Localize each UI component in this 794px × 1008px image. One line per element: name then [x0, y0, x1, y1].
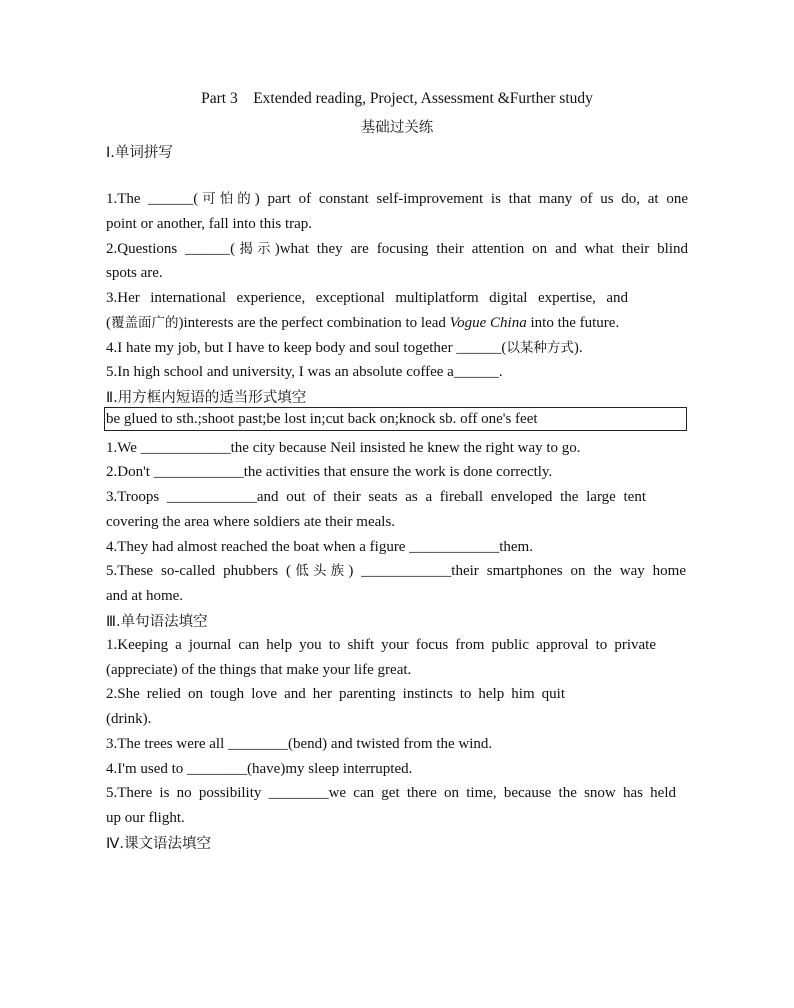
text: 4.I hate my job, but I have to keep body and soul together ______( [106, 340, 507, 356]
text: )what they are focusing their attention on and what their blind [274, 241, 689, 257]
phrase-box-text: be glued to sth.;shoot past;be lost in;cut back on;knock sb. off one's feet [106, 411, 538, 427]
text: ( [106, 315, 111, 331]
phrases-q5-line1 [106, 562, 686, 580]
grammar-q2-line1: 2.She relied on tough love and her parenting instincts to help him quit [106, 686, 565, 702]
text: )interests are the perfect combination to lead [178, 315, 450, 331]
section-heading-phrases: Ⅱ.用方框内短语的适当形式填空 [106, 390, 307, 406]
page-title: Part 3 Extended reading, Project, Assessment &Further study [201, 90, 593, 107]
phrases-q2: 2.Don't ____________the activities that ensure the work is done correctly. [106, 464, 553, 480]
spelling-q3-line1: 3.Her international experience, exceptional multiplatform digital expertise, and [106, 290, 628, 306]
spelling-q4 [106, 339, 688, 357]
spelling-q3-line2 [106, 314, 688, 332]
grammar-q4: 4.I'm used to ________(have)my sleep interrupted. [106, 761, 413, 777]
phrases-q1: 1.We ____________the city because Neil insisted he knew the right way to go. [106, 440, 581, 456]
spelling-q2-line1 [106, 240, 688, 258]
grammar-q5-line1: 5.There is no possibility ________we can get there on time, because the snow has held [106, 785, 676, 801]
hint: 以某种方式 [506, 340, 574, 356]
grammar-q2-line2: (drink). [106, 711, 152, 727]
section-heading-spelling: Ⅰ.单词拼写 [106, 145, 173, 161]
spelling-q1-line1 [106, 190, 688, 208]
grammar-q5-line2: up our flight. [106, 810, 185, 826]
text: 2.Questions ______( [106, 241, 236, 257]
section-heading-grammar: Ⅲ.单句语法填空 [106, 614, 208, 630]
phrases-q5-line2: and at home. [106, 588, 184, 604]
magazine-title: Vogue China [449, 315, 527, 331]
spelling-q5: 5.In high school and university, I was an absolute coffee a______. [106, 364, 503, 380]
text: ) part of constant self-improvement is that many of us do, at one [254, 191, 688, 207]
phrases-q4: 4.They had almost reached the boat when a figure ____________them. [106, 539, 533, 555]
page-subtitle: 基础过关练 [360, 120, 434, 136]
grammar-q1-line2: (appreciate) of the things that make your life great. [106, 662, 412, 678]
text: 1.The ______( [106, 191, 199, 207]
text: ) ____________their smartphones on the way home [348, 563, 687, 579]
grammar-q1-line1: 1.Keeping a journal can help you to shift your focus from public approval to private [106, 637, 656, 653]
hint: 低头族 [291, 563, 349, 579]
hint: 可怕的 [198, 191, 255, 207]
text: 5.These so-called phubbers ( [106, 563, 292, 579]
spelling-q1-line2: point or another, fall into this trap. [106, 216, 313, 232]
spelling-q2-line2: spots are. [106, 265, 163, 281]
text: into the future. [526, 315, 620, 331]
section-heading-passage: Ⅳ.课文语法填空 [106, 836, 211, 852]
phrases-q3-line2: covering the area where soldiers ate their meals. [106, 514, 396, 530]
text: ). [573, 340, 583, 356]
grammar-q3: 3.The trees were all ________(bend) and twisted from the wind. [106, 736, 493, 752]
hint: 揭示 [235, 241, 275, 257]
phrases-q3-line1: 3.Troops ____________and out of their seats as a fireball enveloped the large tent [106, 489, 646, 505]
hint: 覆盖面广的 [111, 315, 179, 331]
